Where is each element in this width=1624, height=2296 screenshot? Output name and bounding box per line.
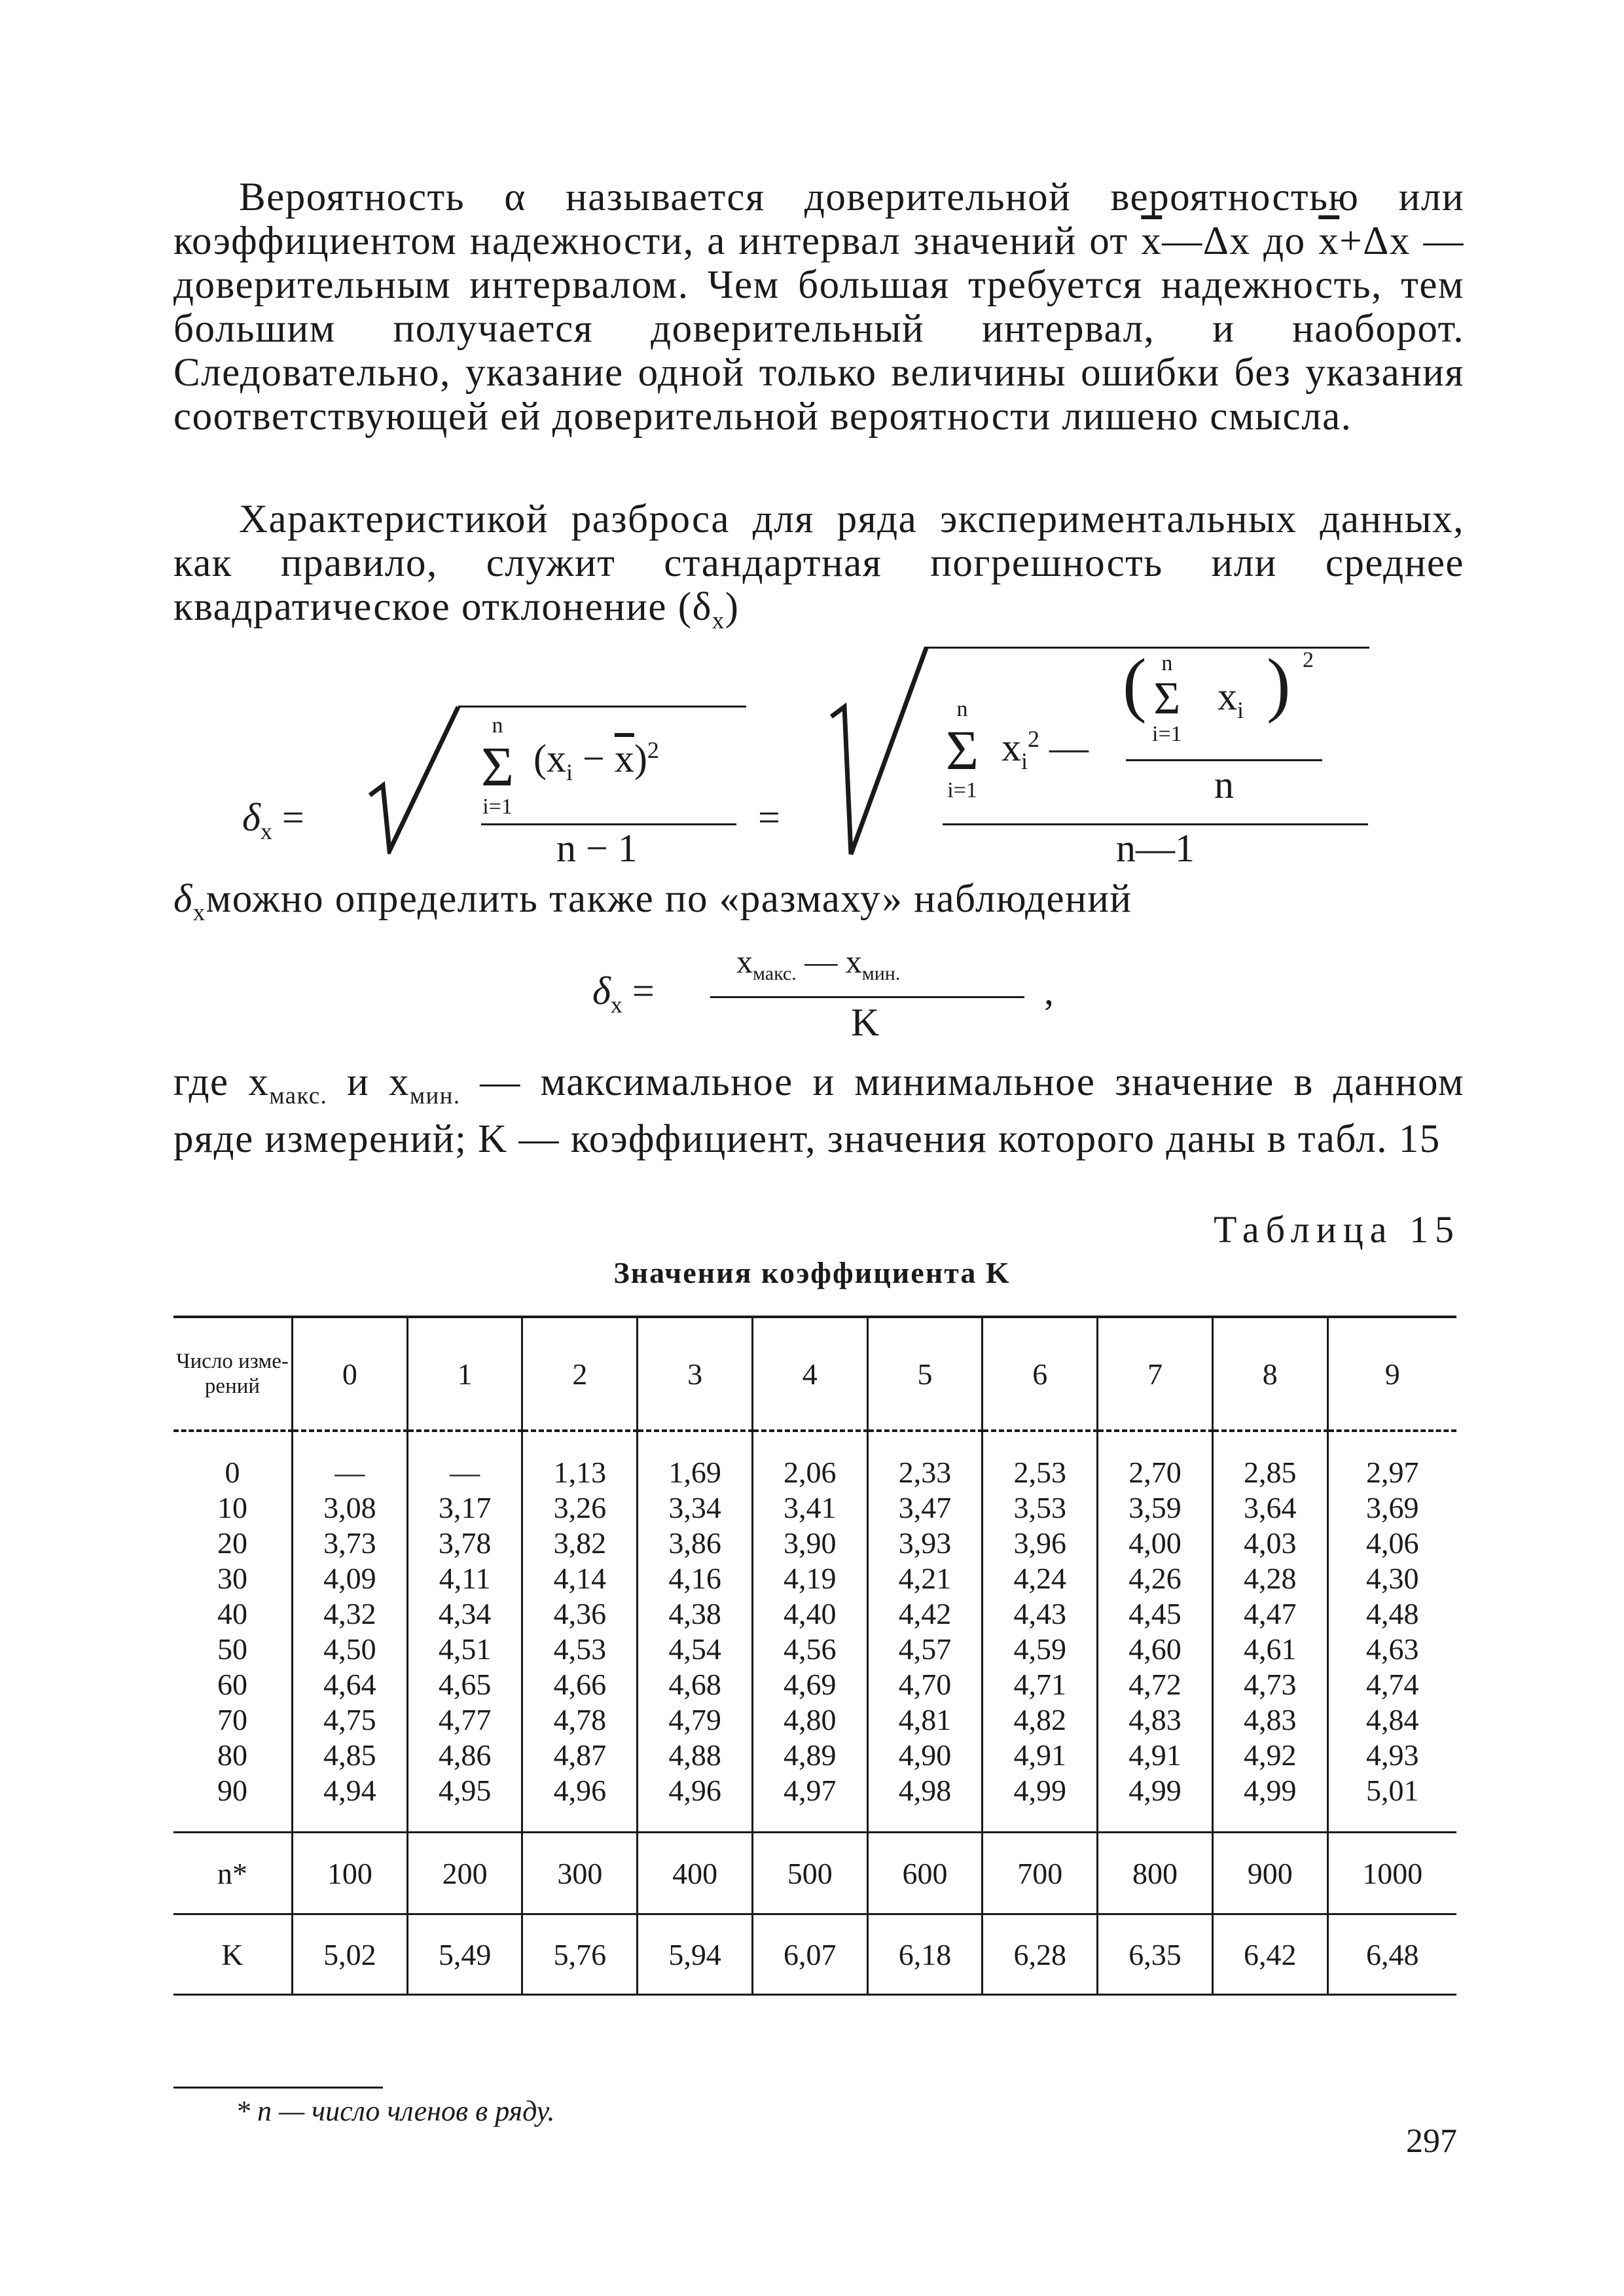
k-cell: 6,42 [1212, 1914, 1327, 1995]
table-number: Таблица 15 [1213, 1208, 1460, 1251]
table-cell: 4,14 [553, 1562, 607, 1595]
data-column [983, 1431, 1098, 1833]
paragraph2-text: Характеристикой разброса для ряда экспериментальных данных, как правило, служит стандартная погрешность или среднее квадратическое отклонение (δ [173, 497, 1464, 629]
table-cell: 3,73 [323, 1526, 376, 1560]
formula1-sum: n Σ i=1 [481, 713, 514, 819]
table-header-row [173, 1317, 1456, 1431]
table-title: Значения коэффициента K [613, 1256, 1011, 1289]
k-cell: 6,28 [983, 1914, 1098, 1995]
table-cell: 4,32 [323, 1597, 376, 1630]
k-cell: 6,07 [752, 1914, 867, 1995]
table-cell: 4,79 [668, 1703, 721, 1736]
page-number: 297 [1406, 2123, 1457, 2160]
table-cell: 4,97 [784, 1774, 837, 1807]
data-column [752, 1431, 867, 1833]
table-cell: 3,17 [438, 1491, 492, 1524]
k-cell: 6,35 [1098, 1914, 1213, 1995]
table-cell: 4,98 [898, 1774, 952, 1807]
table-cell: 4,45 [1128, 1597, 1182, 1630]
n-cell: 1000 [1327, 1833, 1456, 1914]
data-column [638, 1431, 753, 1833]
formula2-numerator: $x_{макс.}$ — $x_{мин.}$ [736, 943, 901, 984]
table-cell: 4,63 [1366, 1632, 1419, 1666]
n-label: n* [173, 1833, 293, 1914]
paragraph-where: где $x_{макс.}$ и $x_{мин.}$ — максимальное и минимальное значение в данном ряде измерений; K — коэффициент, значения которого даны в табл. 15 [173, 1060, 1464, 1162]
table-cell: — [334, 1456, 365, 1489]
table-cell: 2,53 [1013, 1456, 1067, 1489]
table-cell: 3,59 [1128, 1491, 1182, 1524]
table-cell: 4,21 [898, 1562, 952, 1595]
table-cell: 3,82 [553, 1526, 607, 1560]
formula2-comma: , [1044, 969, 1054, 1013]
data-column [522, 1431, 638, 1833]
col-header: 3 [638, 1317, 753, 1431]
table-cell: 4,11 [439, 1562, 491, 1595]
table-cell: 4,78 [553, 1703, 607, 1736]
table-cell: 4,87 [553, 1738, 607, 1772]
row-label: 0 [225, 1456, 240, 1489]
data-block [173, 1431, 1456, 1833]
table-cell: 4,71 [1013, 1668, 1067, 1701]
col-header: 5 [867, 1317, 983, 1431]
table-cell: 4,38 [668, 1597, 721, 1630]
col-header: 0 [293, 1317, 408, 1431]
table-cell: 4,99 [1243, 1774, 1297, 1807]
paragraph1-text-b: —Δx до [1162, 219, 1319, 263]
paragraph2-sub: x [712, 607, 725, 634]
table-cell: 4,59 [1013, 1632, 1067, 1666]
row-label: 20 [217, 1526, 247, 1560]
table-cell: 4,36 [553, 1597, 607, 1630]
table-cell: 4,03 [1243, 1526, 1297, 1560]
table-cell: 4,94 [323, 1774, 376, 1807]
n-cell: 700 [983, 1833, 1098, 1914]
n-cell: 300 [522, 1833, 638, 1914]
n-cell: 100 [293, 1833, 408, 1914]
formula1-inner-sum: n Σ i=1 [1152, 651, 1182, 746]
k-row [173, 1914, 1456, 1995]
col-header: 8 [1212, 1317, 1327, 1431]
formula1-inner-x: $x_i$ [1218, 675, 1244, 723]
formula1-denominator: n − 1 [556, 827, 638, 870]
k-cell: 5,02 [293, 1914, 408, 1995]
data-column [1098, 1431, 1213, 1833]
table-cell: 4,89 [784, 1738, 837, 1772]
table-cell: 4,26 [1128, 1562, 1182, 1595]
table-cell: 4,72 [1128, 1668, 1182, 1701]
formula2-lhs: $\delta_x$ = [592, 969, 655, 1018]
formula1-eq2: = [758, 796, 780, 839]
table-cell: 4,43 [1013, 1597, 1067, 1630]
formula2-denominator: K [851, 1001, 880, 1044]
col-header: 7 [1098, 1317, 1213, 1431]
fraction-line [710, 996, 1024, 998]
table-cell: 4,57 [898, 1632, 952, 1666]
row-labels [173, 1431, 293, 1833]
table-cell: 4,40 [784, 1597, 837, 1630]
table-cell: — [450, 1456, 480, 1489]
paragraph1-text-c: +Δx — доверительным интервалом. Чем большая требуется надежность, тем большим получается доверительный интервал, и наоборот. Следовательно, указание одной только величины ошибки без указания соответствующей ей доверительной вероятности лишено смысла. [173, 219, 1464, 439]
row-label: 90 [217, 1774, 247, 1807]
row-label: 30 [217, 1562, 247, 1595]
table-cell: 4,24 [1013, 1562, 1067, 1595]
k-label: K [173, 1914, 293, 1995]
table-cell: 3,86 [668, 1526, 721, 1560]
paragraph3-text: можно определить также по «размаху» наблюдений [206, 877, 1132, 921]
table-cell: 4,92 [1243, 1738, 1297, 1772]
table-cell: 4,90 [898, 1738, 952, 1772]
paragraph2-close: ) [725, 585, 740, 629]
paragraph-range: $\delta_xможно$ определить также по «размаху» наблюдений [173, 877, 1132, 926]
table-cell: 4,77 [438, 1703, 492, 1736]
table-cell: 3,47 [898, 1491, 952, 1524]
table-cell: 4,96 [553, 1774, 607, 1807]
table-cell: 5,01 [1366, 1774, 1419, 1807]
table-cell: 1,13 [553, 1456, 607, 1489]
formula1-sum2: n Σ i=1 [946, 697, 979, 802]
table-cell: 3,90 [784, 1526, 837, 1560]
k-cell: 6,18 [867, 1914, 983, 1995]
table-cell: 4,84 [1366, 1703, 1419, 1736]
data-column [1212, 1431, 1327, 1833]
table-cell: 4,69 [784, 1668, 837, 1701]
table-cell: 3,64 [1243, 1491, 1297, 1524]
data-column [407, 1431, 522, 1833]
col-header: 1 [407, 1317, 522, 1431]
table-cell: 4,88 [668, 1738, 721, 1772]
table-cell: 3,93 [898, 1526, 952, 1560]
table-cell: 4,30 [1366, 1562, 1419, 1595]
table-cell: 2,97 [1366, 1456, 1419, 1489]
footnote-rule [173, 2087, 383, 2089]
table-cell: 4,54 [668, 1632, 721, 1666]
table-cell: 4,19 [784, 1562, 837, 1595]
table-cell: 3,96 [1013, 1526, 1067, 1560]
corner-header: Число изме-рений [173, 1317, 293, 1431]
table-cell: 4,70 [898, 1668, 952, 1701]
formula1-inner-den: n [1214, 763, 1234, 806]
formula1-numerator: $(x_i - \overline{x})^2$ [533, 737, 659, 785]
table-cell: 3,08 [323, 1491, 376, 1524]
table-cell: 3,78 [438, 1526, 492, 1560]
table-cell: 4,00 [1128, 1526, 1182, 1560]
table-cell: 4,68 [668, 1668, 721, 1701]
table-cell: 4,06 [1366, 1526, 1419, 1560]
table-cell: 2,70 [1128, 1456, 1182, 1489]
table-cell: 4,51 [438, 1632, 492, 1666]
table-cell: 3,26 [553, 1491, 607, 1524]
formula1-lhs: $\delta_x$ = [242, 796, 304, 844]
paren-right: ) [1267, 644, 1291, 724]
formula-range [0, 0, 1624, 1060]
table-cell: 4,91 [1128, 1738, 1182, 1772]
formula1-inner-sup: 2 [1303, 648, 1314, 672]
row-label: 40 [217, 1597, 247, 1630]
table-cell: 4,65 [438, 1668, 492, 1701]
table-cell: 4,93 [1366, 1738, 1419, 1772]
k-cell: 5,49 [407, 1914, 522, 1995]
table-cell: 3,53 [1013, 1491, 1067, 1524]
paragraph1-text-a: Вероятность α называется доверительной вероятностью или коэффициентом надежности, а интервал значений от [173, 175, 1464, 263]
table-cell: 4,56 [784, 1632, 837, 1666]
table-cell: 4,42 [898, 1597, 952, 1630]
table-cell: 4,85 [323, 1738, 376, 1772]
data-column [293, 1431, 408, 1833]
table-cell: 2,33 [898, 1456, 952, 1489]
col-header: 2 [522, 1317, 638, 1431]
table-cell: 4,80 [784, 1703, 837, 1736]
table-cell: 4,66 [553, 1668, 607, 1701]
k-cell: 5,94 [638, 1914, 753, 1995]
n-cell: 900 [1212, 1833, 1327, 1914]
table-cell: 4,81 [898, 1703, 952, 1736]
col-header: 4 [752, 1317, 867, 1431]
xbar-symbol: $\overline{x}$ [1318, 219, 1340, 263]
table-cell: 4,96 [668, 1774, 721, 1807]
table-cell: 4,83 [1128, 1703, 1182, 1736]
table-cell: 1,69 [668, 1456, 721, 1489]
n-row [173, 1833, 1456, 1914]
table-cell: 4,47 [1243, 1597, 1297, 1630]
row-label: 10 [217, 1491, 247, 1524]
data-column [867, 1431, 983, 1833]
col-header: 6 [983, 1317, 1098, 1431]
row-label: 70 [217, 1703, 247, 1736]
table-cell: 4,91 [1013, 1738, 1067, 1772]
xbar-symbol: $\overline{x}$ [1141, 219, 1163, 263]
table-cell: 4,60 [1128, 1632, 1182, 1666]
table-cell: 4,82 [1013, 1703, 1067, 1736]
table-cell: 3,41 [784, 1491, 837, 1524]
footnote: * n — число членов в ряду. [236, 2095, 555, 2127]
row-label: 60 [217, 1668, 247, 1701]
n-cell: 200 [407, 1833, 522, 1914]
table-cell: 3,69 [1366, 1491, 1419, 1524]
table-cell: 2,85 [1243, 1456, 1297, 1489]
table-cell: 4,09 [323, 1562, 376, 1595]
table-cell: 4,50 [323, 1632, 376, 1666]
data-column [1327, 1431, 1456, 1833]
n-cell: 400 [638, 1833, 753, 1914]
table-cell: 4,74 [1366, 1668, 1419, 1701]
table-cell: 4,53 [553, 1632, 607, 1666]
table-cell: 4,86 [438, 1738, 492, 1772]
table-cell: 4,75 [323, 1703, 376, 1736]
table-cell: 3,34 [668, 1491, 721, 1524]
table-cell: 4,34 [438, 1597, 492, 1630]
formula1-xi2: $x_i^2$ — [1001, 726, 1089, 774]
table-cell: 4,16 [668, 1562, 721, 1595]
n-cell: 800 [1098, 1833, 1213, 1914]
paren-left: ( [1123, 644, 1147, 724]
k-cell: 6,48 [1327, 1914, 1456, 1995]
formula1-den2: n—1 [1116, 827, 1195, 870]
table-cell: 4,99 [1013, 1774, 1067, 1807]
row-label: 80 [217, 1738, 247, 1772]
table-cell: 2,06 [784, 1456, 837, 1489]
table-cell: 4,28 [1243, 1562, 1297, 1595]
n-cell: 600 [867, 1833, 983, 1914]
table-cell: 4,83 [1243, 1703, 1297, 1736]
table-cell: 4,95 [438, 1774, 492, 1807]
table-cell: 4,64 [323, 1668, 376, 1701]
k-cell: 5,76 [522, 1914, 638, 1995]
row-label: 50 [217, 1632, 247, 1666]
col-header: 9 [1327, 1317, 1456, 1431]
table-cell: 4,61 [1243, 1632, 1297, 1666]
coefficient-table [173, 1316, 1456, 1996]
table-cell: 4,99 [1128, 1774, 1182, 1807]
n-cell: 500 [752, 1833, 867, 1914]
table-cell: 4,48 [1366, 1597, 1419, 1630]
table-cell: 4,73 [1243, 1668, 1297, 1701]
